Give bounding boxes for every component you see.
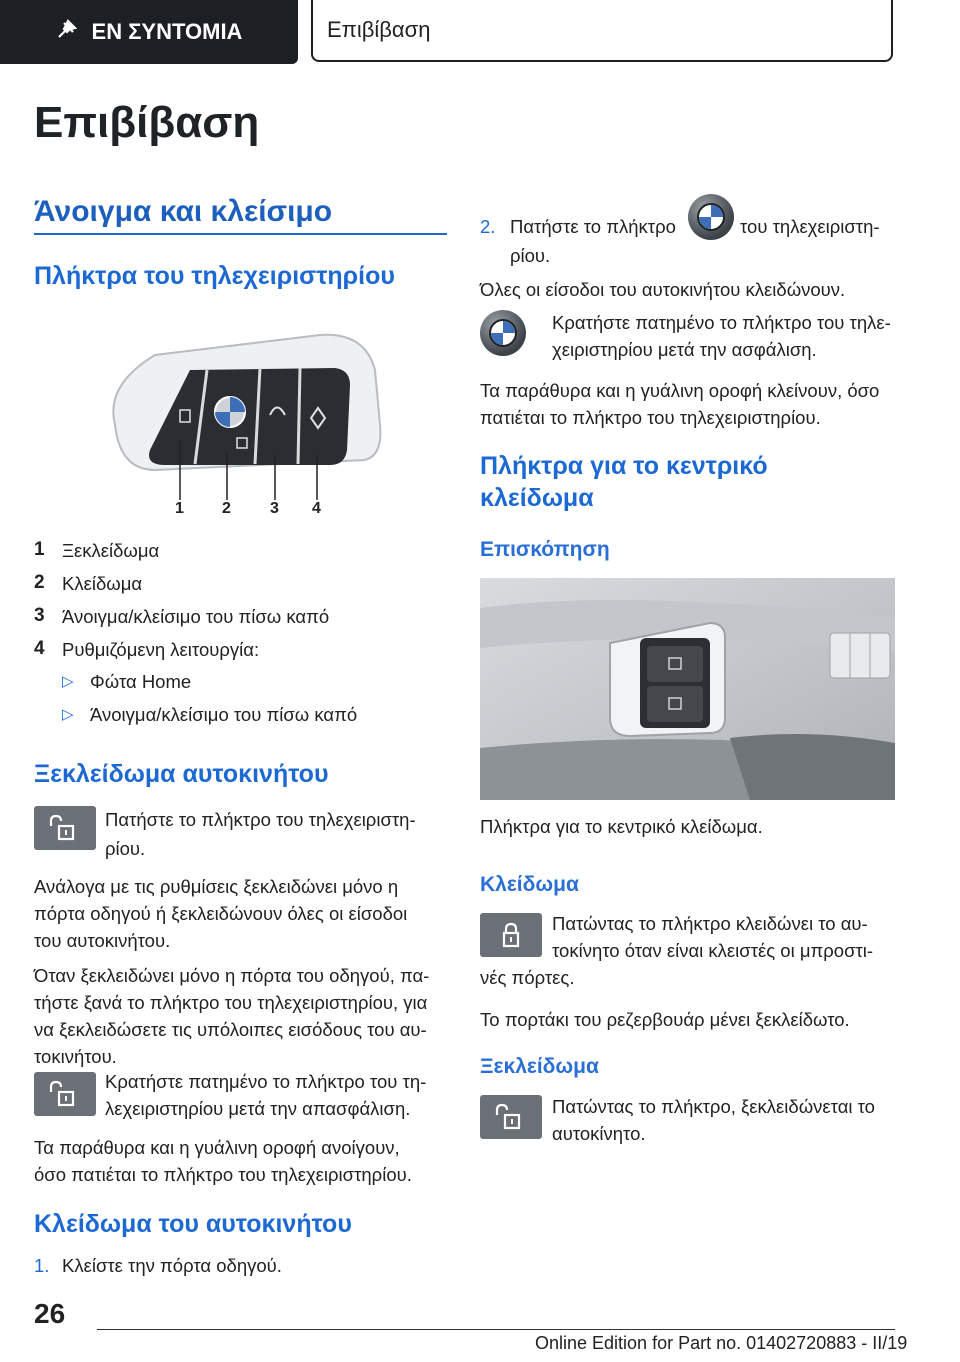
unlock-para2-line2: τήστε ξανά το πλήκτρο του τηλεχειριστηρίου, για <box>34 992 428 1013</box>
list-item-number: 2 <box>34 572 45 593</box>
list-item <box>34 538 45 561</box>
central-lock-door-photo <box>480 578 895 800</box>
lock-desc-line3: νές πόρτες. <box>480 967 575 988</box>
lock-vehicle-heading: Κλείδωμα του αυτοκινήτου <box>34 1210 352 1238</box>
unlock-icon <box>45 1079 85 1109</box>
unlock-step-line1: Πατήστε το πλήκτρο του τηλεχειριστη- <box>105 809 416 830</box>
list-item <box>34 604 45 627</box>
unlock-desc-line1: Πατώντας το πλήκτρο, ξεκλειδώνεται το <box>552 1096 875 1117</box>
list-item-text: Κλείδωμα <box>62 573 143 594</box>
central-lock-heading-line1: Πλήκτρα για το κεντρικό <box>480 452 768 480</box>
lock-icon <box>496 920 526 950</box>
figure-label-2: 2 <box>222 500 231 517</box>
list-item-number: 1 <box>34 539 45 560</box>
figure-label-1: 1 <box>175 500 184 517</box>
lock-step2-text-b: του τηλεχειριστη- <box>740 216 880 237</box>
section-divider <box>34 233 447 235</box>
figure-label-3: 3 <box>270 500 279 517</box>
unlock-windows-line2: όσο πατιέται το πλήκτρο του τηλεχειριστηρίου. <box>34 1164 412 1185</box>
lock-step2-number: 2. <box>480 216 496 237</box>
header-tab-quick-reference[interactable] <box>0 0 298 64</box>
lock-button-image <box>480 913 542 957</box>
list-item <box>34 571 45 594</box>
lock-hold-line1: Κρατήστε πατημένο το πλήκτρο του τηλε- <box>552 312 891 333</box>
list-item-number: 4 <box>34 638 45 659</box>
lock-windows-line1: Τα παράθυρα και η γυάλινη οροφή κλείνουν, όσο <box>480 380 880 401</box>
triangle-bullet-icon: ▷ <box>62 706 74 723</box>
central-lock-heading-line2: κλείδωμα <box>480 484 594 512</box>
unlock-subheading: Ξεκλείδωμα <box>480 1055 599 1078</box>
remote-key-illustration <box>95 330 390 520</box>
lock-step1-text: Κλείστε την πόρτα οδηγού. <box>62 1255 282 1276</box>
unlock-vehicle-heading: Ξεκλείδωμα αυτοκινήτου <box>34 760 329 788</box>
lock-all-entries: Όλες οι είσοδοι του αυτοκινήτου κλειδώνουν. <box>480 279 846 300</box>
unlock-windows-line1: Τα παράθυρα και η γυάλινη οροφή ανοίγουν, <box>34 1137 400 1158</box>
list-item-number: 3 <box>34 605 45 626</box>
unlock-para2-line3: να ξεκλειδώσετε τις υπόλοιπες εισόδους του αυ- <box>34 1019 427 1040</box>
unlock-icon <box>45 813 85 843</box>
list-item-text: Ρυθμιζόμενη λειτουργία: <box>62 639 260 660</box>
lock-step1-number: 1. <box>34 1255 50 1276</box>
pin-icon <box>56 18 78 46</box>
lock-desc-line2: τοκίνητο όταν είναι κλειστές οι μπροστι- <box>552 940 874 961</box>
sublist-bullet <box>62 669 74 691</box>
bmw-logo-icon <box>688 194 734 240</box>
unlock-para1-line1: Ανάλογα με τις ρυθμίσεις ξεκλειδώνει μόνο η <box>34 876 399 897</box>
section-title-open-close: Άνοιγμα και κλείσιμο <box>34 195 333 228</box>
unlock-icon <box>491 1102 531 1132</box>
sublist-item: Φώτα Home <box>90 671 192 692</box>
list-item <box>34 637 45 660</box>
unlock-hold-line2: λεχειριστηρίου μετά την απασφάλιση. <box>105 1098 411 1119</box>
unlock-para1-line3: του αυτοκινήτου. <box>34 930 171 951</box>
edition-text: Online Edition for Part no. 01402720883 - II/19 <box>535 1333 908 1353</box>
page-title: Επιβίβαση <box>34 98 260 147</box>
fuel-flap-note: Το πορτάκι του ρεζερβουάρ μένει ξεκλείδωτο. <box>480 1009 850 1030</box>
footer-divider <box>97 1329 895 1330</box>
unlock-step-line2: ρίου. <box>105 838 146 859</box>
figure-label-4: 4 <box>312 500 321 517</box>
lock-step2-text-c: ρίου. <box>510 245 551 266</box>
unlock-para2-line4: τοκινήτου. <box>34 1046 117 1067</box>
list-item-text: Ξεκλείδωμα <box>62 540 160 561</box>
bmw-logo-icon <box>480 310 526 356</box>
unlock-para2-line1: Όταν ξεκλειδώνει μόνο η πόρτα του οδηγού, πα- <box>34 965 430 986</box>
triangle-bullet-icon: ▷ <box>62 673 74 690</box>
sublist-bullet <box>62 702 74 724</box>
unlock-button-image-central <box>480 1095 542 1139</box>
sublist-item: Άνοιγμα/κλείσιμο του πίσω καπό <box>90 704 358 725</box>
lock-windows-line2: πατιέται το πλήκτρο του τηλεχειριστηρίου. <box>480 407 821 428</box>
header-tab-quick-reference-label: ΕΝ ΣΥΝΤΟΜΙΑ <box>91 19 243 44</box>
unlock-button-image-2 <box>34 1072 96 1116</box>
list-item-text: Άνοιγμα/κλείσιμο του πίσω καπό <box>62 606 330 627</box>
central-lock-figure-caption: Πλήκτρα για το κεντρικό κλείδωμα. <box>480 816 763 837</box>
lock-subheading: Κλείδωμα <box>480 873 579 896</box>
header-tab-section[interactable] <box>311 0 893 62</box>
page-number: 26 <box>34 1298 66 1329</box>
unlock-desc-line2: αυτοκίνητο. <box>552 1123 646 1144</box>
header-tab-section-label: Επιβίβαση <box>327 17 431 42</box>
remote-keys-heading: Πλήκτρα του τηλεχειριστηρίου <box>34 262 395 290</box>
lock-step2-text-a: Πατήστε το πλήκτρο <box>510 216 676 237</box>
unlock-hold-line1: Κρατήστε πατημένο το πλήκτρο του τη- <box>105 1071 427 1092</box>
overview-heading: Επισκόπηση <box>480 538 610 561</box>
unlock-para1-line2: πόρτα οδηγού ή ξεκλειδώνουν όλες οι είσοδοι <box>34 903 408 924</box>
lock-desc-line1: Πατώντας το πλήκτρο κλειδώνει το αυ- <box>552 913 868 934</box>
lock-hold-line2: χειριστηρίου μετά την ασφάλιση. <box>552 339 817 360</box>
unlock-button-image <box>34 806 96 850</box>
